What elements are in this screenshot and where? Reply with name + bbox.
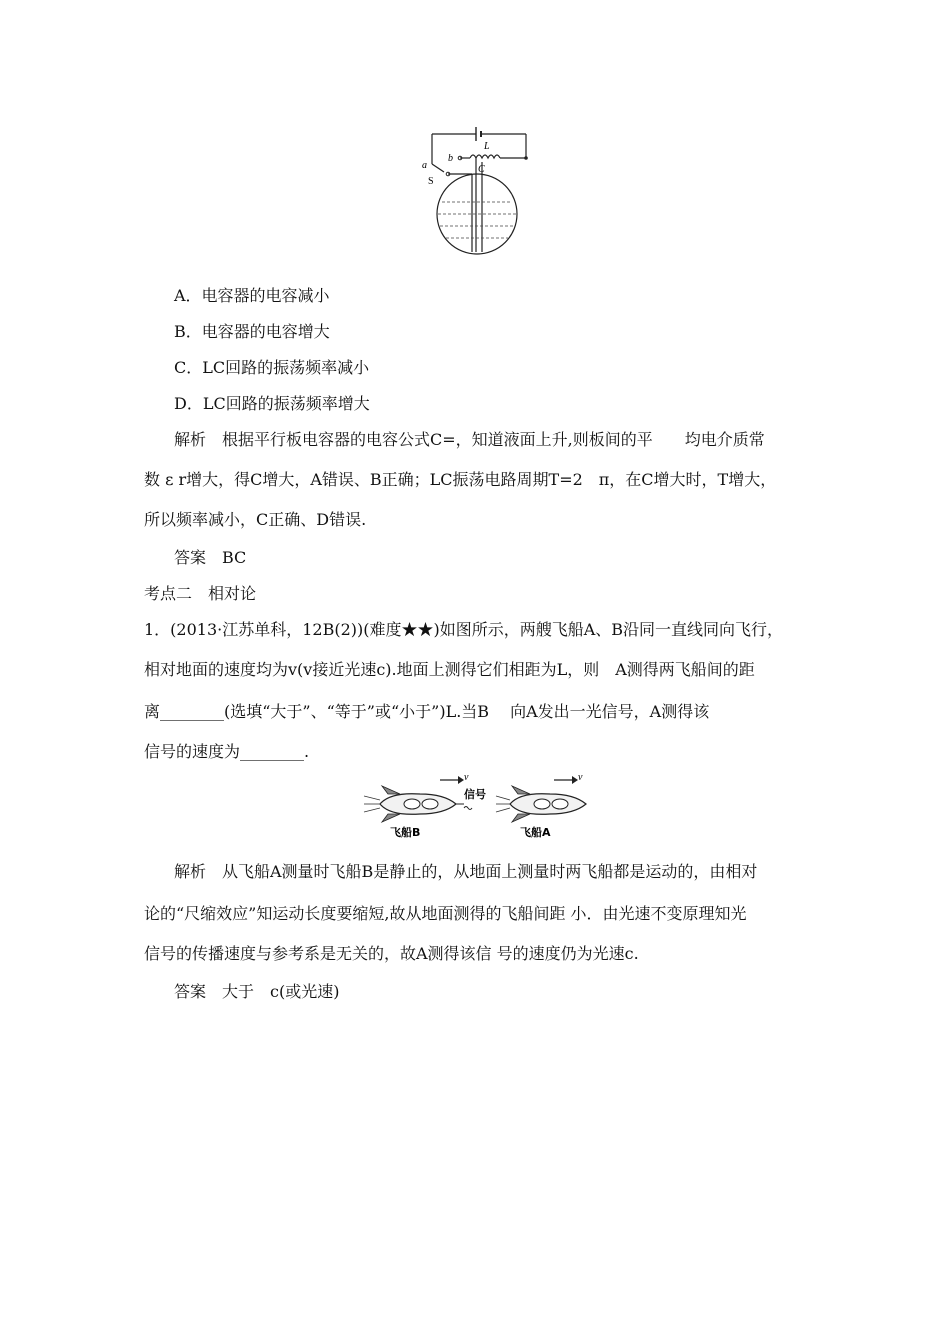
analysis1-line-1: 解析 根据平行板电容器的电容公式C=，知道液面上升,则板间的平 均电介质常 bbox=[174, 430, 765, 449]
option-d: D．LC回路的振荡频率增大 bbox=[174, 394, 370, 413]
question1-line-3: 离________(选填“大于”、“等于”或“小于”)L.当B 向A发出一光信号，A测得该 bbox=[144, 702, 710, 721]
velocity-label-a: v bbox=[578, 772, 583, 783]
label-C: C bbox=[478, 164, 485, 175]
option-c: C．LC回路的振荡频率减小 bbox=[174, 358, 370, 377]
label-b: b bbox=[448, 153, 453, 164]
option-b: B．电容器的电容增大 bbox=[174, 322, 330, 341]
answer2: 答案 大于 c(或光速) bbox=[174, 982, 340, 1001]
analysis2-line-3: 信号的传播速度与参考系是无关的，故A测得该信 号的速度仍为光速c. bbox=[144, 944, 639, 963]
answer1: 答案 BC bbox=[174, 548, 247, 567]
velocity-label-b: v bbox=[464, 772, 469, 783]
question1-line-2: 相对地面的速度均为v(v接近光速c).地面上测得它们相距为L，则 A测得两飞船间的距 bbox=[144, 660, 755, 679]
rocket-diagram bbox=[360, 770, 590, 840]
question1-line-4: 信号的速度为________. bbox=[144, 742, 310, 761]
label-a: a bbox=[422, 160, 427, 171]
question1-line-1: 1．(2013·江苏单科，12B(2))(难度★★)如图所示，两艘飞船A、B沿同一直线同向飞行， bbox=[144, 620, 784, 639]
rocket-a-label: 飞船A bbox=[520, 826, 551, 839]
option-a: A．电容器的电容减小 bbox=[174, 286, 330, 305]
analysis1-line-2: 数 ε r增大，得C增大，A错误、B正确；LC振荡电路周期T=2 π，在C增大时，T增大， bbox=[144, 470, 777, 489]
analysis2-line-2: 论的“尺缩效应”知运动长度要缩短,故从地面测得的飞船间距 小．由光速不变原理知光 bbox=[144, 904, 747, 923]
section-title: 考点二 相对论 bbox=[144, 584, 257, 603]
circuit-figure bbox=[420, 122, 530, 258]
analysis2-line-1: 解析 从飞船A测量时飞船B是静止的，从地面上测量时两飞船都是运动的，由相对 bbox=[174, 862, 758, 881]
rocket-b-icon bbox=[364, 786, 464, 822]
rocket-figure bbox=[360, 770, 590, 840]
label-L: L bbox=[484, 141, 490, 152]
rocket-a-icon bbox=[496, 786, 586, 822]
rocket-b-label: 飞船B bbox=[390, 826, 421, 839]
signal-label: 信号 bbox=[464, 788, 486, 801]
analysis1-line-3: 所以频率减小，C正确、D错误. bbox=[144, 510, 367, 529]
label-S: S bbox=[428, 176, 434, 187]
circuit-diagram bbox=[420, 122, 530, 258]
